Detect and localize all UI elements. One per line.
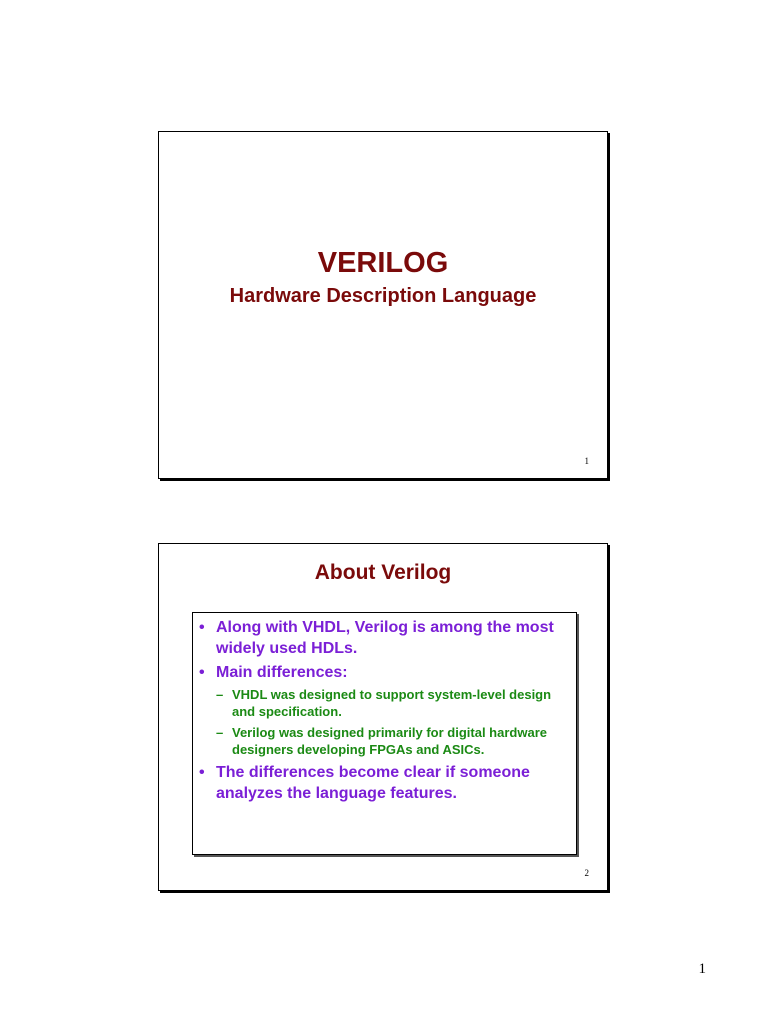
page-number: 1 [698, 961, 706, 977]
bullet-marker: • [199, 764, 205, 781]
slide-1 [158, 131, 608, 479]
bullet-text: Along with VHDL, Verilog is among the most widely used HDLs. [216, 619, 554, 657]
slide-1-subtitle: Hardware Description Language [229, 285, 537, 307]
sub-bullet-item [199, 724, 568, 758]
dash-marker: – [216, 725, 224, 740]
bullet-text: Main differences: [216, 664, 348, 681]
slide-2 [158, 543, 608, 891]
bullet-item [199, 762, 568, 804]
bullet-item [199, 662, 568, 683]
sub-bullet-item [199, 686, 568, 720]
dash-marker: – [216, 687, 224, 702]
bullet-item [199, 617, 568, 659]
bullet-marker: • [199, 619, 205, 636]
bullet-marker: • [199, 664, 205, 681]
slide-1-title: VERILOG [317, 247, 449, 279]
slide-2-number: 2 [584, 868, 589, 878]
sub-bullet-list [199, 686, 568, 758]
sub-bullet-text: VHDL was designed to support system-level design and specification. [232, 687, 552, 719]
slide-2-title: About Verilog [314, 561, 452, 584]
slide-1-number: 1 [584, 456, 589, 466]
sub-bullet-text: Verilog was designed primarily for digital hardware designers developing FPGAs and ASICs. [232, 725, 547, 757]
slide-2-content-box [192, 612, 577, 855]
bullet-text: The differences become clear if someone analyzes the language features. [216, 764, 530, 802]
